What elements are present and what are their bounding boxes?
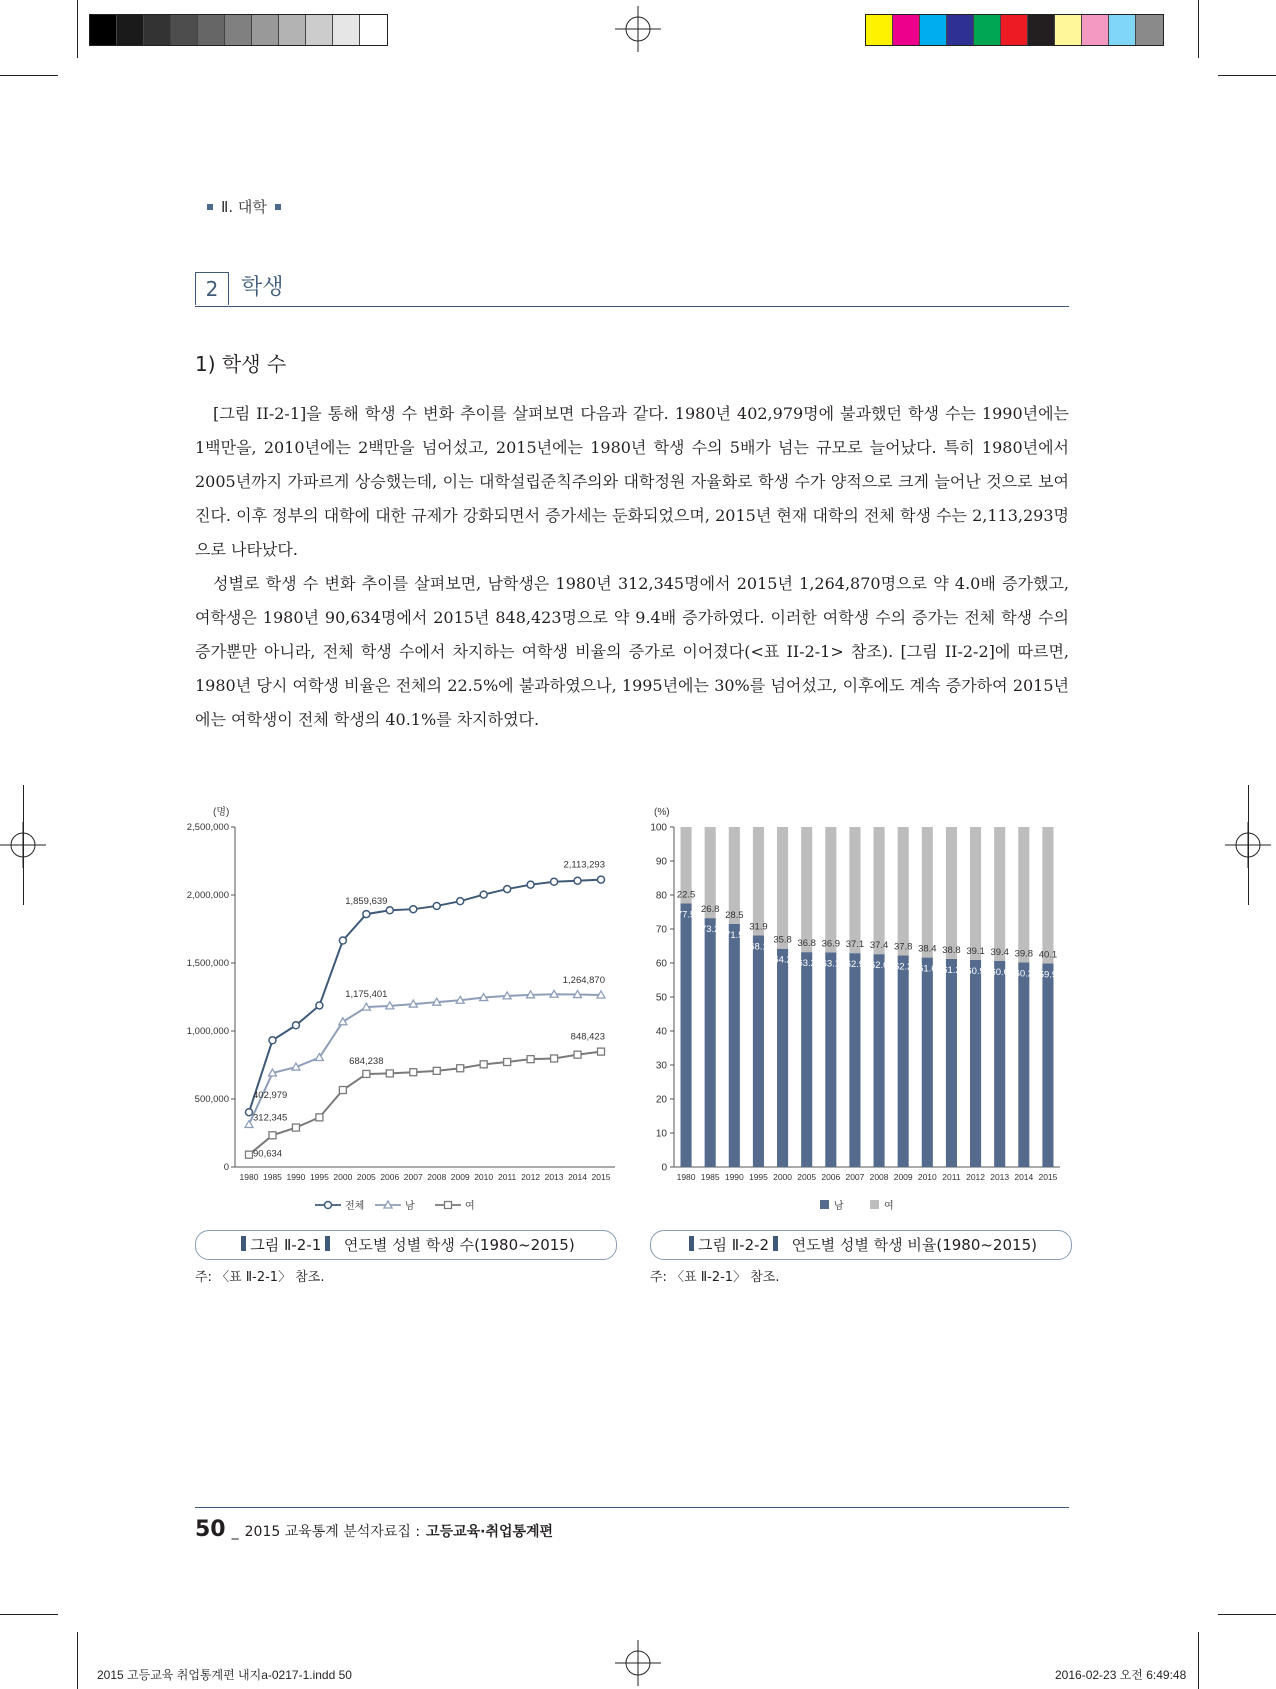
x-tick-label: 1995: [748, 1172, 768, 1182]
y-tick-label: 0: [223, 1162, 229, 1173]
bar-female: [970, 827, 981, 960]
data-point: [504, 1059, 511, 1066]
crop-mark: [77, 1632, 78, 1689]
bar-male: [777, 949, 788, 1167]
data-label-female: 39.1: [966, 945, 985, 957]
data-point: [363, 1070, 370, 1077]
bar-female: [753, 827, 764, 935]
color-swatch: [947, 15, 974, 45]
data-point: [246, 1109, 253, 1116]
bar-male: [898, 956, 909, 1167]
crop-mark: [1218, 75, 1276, 76]
footer-rule: [195, 1507, 1069, 1508]
crop-mark: [0, 1614, 58, 1615]
data-point: [457, 898, 464, 905]
data-label-female: 37.1: [845, 939, 865, 951]
slug-datetime: 2016-02-23 오전 6:49:48: [1055, 1668, 1187, 1682]
data-label-female: 39.8: [1014, 948, 1034, 960]
color-swatch: [1136, 15, 1163, 45]
data-point: [527, 881, 534, 888]
color-swatch: [920, 15, 947, 45]
data-label: 1,175,401: [345, 989, 388, 1001]
y-tick-label: 2,500,000: [186, 822, 229, 833]
x-tick-label: 2010: [474, 1172, 494, 1182]
data-label: 684,238: [349, 1055, 384, 1067]
x-tick-label: 2012: [521, 1172, 541, 1182]
color-swatch: [1082, 15, 1109, 45]
gray-swatch: [117, 15, 144, 45]
gray-swatch: [198, 15, 225, 45]
data-label: 90,634: [253, 1148, 283, 1160]
figure-note: 주: 〈표 Ⅱ-2-1〉 참조.: [650, 1270, 780, 1285]
data-label-male: 60.6: [990, 966, 1009, 978]
bar-female: [1042, 827, 1053, 963]
line-chart: [186, 795, 625, 1215]
bar-female: [801, 827, 812, 952]
legend-label: 남: [834, 1201, 844, 1212]
bar-female: [946, 827, 957, 959]
y-tick-label: 70: [655, 924, 667, 936]
gray-swatch: [225, 15, 252, 45]
y-tick-label: 20: [655, 1094, 667, 1106]
data-label-female: 28.5: [725, 909, 744, 921]
slug-file: 2015 고등교육 취업통계편 내지a-0217-1.indd 50: [97, 1668, 352, 1682]
color-swatch: [1109, 15, 1136, 45]
data-point: [363, 911, 370, 918]
paragraph: [그림 II-2-1]을 통해 학생 수 변화 추이를 살펴보면 다음과 같다. 1980년 402,979명에 불과했던 학생 수는 1990년에는 1백만을, 2010년에는 2백만을 넘어섰고, 2015년에는 1980년 학생 수의 5배가 넘는 규모로 늘어났다. 특히 1980년에서 2005년까지 가파르게 상승했는데, 이는 대학설립준칙주의와 대학정원 자율화로 학생 수가 양적으로 크게 늘어난 것으로 보여 진다. 이후 정부의 대학에 대한 규제가 강화되면서 증가세는 둔화되었으며, 2015년 현재 대학의 전체 학생 수는 2,113,293명으로 나타났다.: [195, 404, 1069, 559]
chapter-number: 2: [195, 272, 229, 305]
y-tick-label: 40: [655, 1026, 667, 1038]
color-swatch: [1001, 15, 1028, 45]
color-swatch: [1028, 15, 1055, 45]
data-label-male: 62.9: [845, 959, 865, 971]
data-point: [339, 1018, 347, 1025]
data-label-male: 62.6: [869, 960, 889, 972]
bar-male: [1018, 962, 1029, 1167]
figure-label: 그림 Ⅱ-2-1: [250, 1236, 322, 1254]
process-color-bar: [865, 14, 1164, 46]
legend-label: 여: [884, 1201, 894, 1212]
gray-swatch: [279, 15, 306, 45]
stacked-bar-chart: [640, 795, 1070, 1215]
chapter-title: 학생: [241, 275, 284, 300]
y-tick-label: 10: [655, 1128, 667, 1140]
data-label: 1,859,639: [345, 896, 388, 908]
bar-male: [729, 924, 740, 1167]
data-point: [410, 1069, 417, 1076]
bar-female: [874, 827, 885, 954]
x-tick-label: 2014: [1014, 1172, 1034, 1182]
x-tick-label: 2015: [1038, 1172, 1058, 1182]
data-label: 402,979: [253, 1090, 288, 1102]
legend-swatch: [870, 1200, 879, 1209]
footer-series-title: 2015 교육통계 분석자료집 :: [244, 1524, 421, 1540]
x-tick-label: 2006: [821, 1172, 841, 1182]
color-swatch: [893, 15, 920, 45]
data-label-female: 38.4: [918, 943, 937, 955]
data-point: [292, 1124, 299, 1131]
crop-mark: [1198, 0, 1199, 58]
data-label: 1,264,870: [562, 974, 605, 986]
crop-mark: [23, 785, 24, 905]
data-label-female: 38.8: [942, 944, 961, 956]
data-label-female: 35.8: [773, 934, 792, 946]
bar-male: [1042, 963, 1053, 1167]
figure-caption: [650, 1230, 1072, 1260]
data-label-male: 62.2: [893, 961, 913, 973]
x-tick-label: 2011: [497, 1172, 517, 1182]
crop-mark: [0, 75, 58, 76]
bar-female: [898, 827, 909, 956]
bar-female: [777, 827, 788, 949]
x-tick-label: 2009: [450, 1172, 470, 1182]
data-point: [433, 902, 440, 909]
data-label-male: 63.2: [797, 958, 816, 970]
data-point: [339, 1087, 346, 1094]
y-axis-unit: (%): [654, 807, 670, 818]
data-label: 848,423: [570, 1031, 605, 1043]
registration-mark-icon: [615, 6, 661, 52]
x-tick-label: 2011: [942, 1172, 961, 1182]
page-footer: [195, 1517, 553, 1542]
legend-label: 전체: [345, 1201, 365, 1212]
x-tick-label: 2008: [427, 1172, 447, 1182]
caption-bar-icon: [689, 1236, 694, 1251]
bar-female: [825, 827, 836, 952]
data-point: [574, 877, 581, 884]
bar-male: [946, 959, 957, 1167]
y-tick-label: 1,500,000: [186, 958, 229, 969]
bar-male: [825, 952, 836, 1167]
x-tick-label: 2006: [380, 1172, 400, 1182]
data-point: [480, 891, 487, 898]
gray-swatch: [306, 15, 333, 45]
y-tick-label: 50: [655, 992, 667, 1004]
y-tick-label: 0: [661, 1162, 667, 1174]
data-label: 2,113,293: [563, 859, 605, 871]
data-label-male: 71.5: [725, 929, 744, 941]
crop-mark: [77, 0, 78, 58]
x-tick-label: 2013: [990, 1172, 1010, 1182]
caption-bar-icon: [241, 1236, 246, 1251]
data-label-female: 31.9: [749, 921, 768, 933]
y-tick-label: 2,000,000: [186, 890, 229, 901]
figure-note: 주: 〈표 Ⅱ-2-1〉 참조.: [195, 1270, 325, 1285]
y-tick-label: 90: [655, 856, 667, 868]
x-tick-label: 1980: [239, 1172, 259, 1182]
page-number: 50: [195, 1517, 226, 1542]
bullet-icon: [275, 204, 281, 210]
data-point: [527, 1056, 534, 1063]
x-tick-label: 2014: [568, 1172, 587, 1182]
x-tick-label: 2012: [966, 1172, 986, 1182]
legend-marker: [445, 1202, 452, 1209]
bar-male: [705, 918, 716, 1167]
data-label-male: 64.2: [773, 954, 792, 966]
y-tick-label: 30: [655, 1060, 667, 1072]
bar-female: [922, 827, 933, 958]
data-point: [504, 886, 511, 893]
x-tick-label: 1995: [309, 1172, 329, 1182]
x-tick-label: 2005: [356, 1172, 376, 1182]
bar-male: [801, 952, 812, 1167]
x-tick-label: 1990: [724, 1172, 744, 1182]
x-tick-label: 1985: [263, 1172, 282, 1182]
registration-mark-icon: [615, 1640, 661, 1686]
data-label-male: 73.2: [700, 924, 720, 936]
data-label-male: 60.2: [1014, 968, 1034, 980]
data-point: [292, 1022, 299, 1029]
data-label-female: 37.8: [893, 941, 913, 953]
legend-label: 여: [465, 1201, 475, 1212]
data-point: [457, 1065, 464, 1072]
y-tick-label: 80: [655, 890, 667, 902]
data-label-male: 63.1: [821, 958, 841, 970]
data-point: [433, 1067, 440, 1074]
gray-swatch: [144, 15, 171, 45]
footer-separator: _: [231, 1524, 239, 1540]
figure-caption: [195, 1230, 617, 1260]
figure-caption-text: 연도별 성별 학생 수(1980~2015): [343, 1236, 575, 1254]
x-tick-label: 1985: [700, 1172, 720, 1182]
y-tick-label: 500,000: [194, 1094, 229, 1105]
crop-mark: [1218, 1614, 1276, 1615]
data-point: [245, 1121, 253, 1128]
data-point: [410, 906, 417, 913]
bar-male: [994, 961, 1005, 1167]
legend-label: 남: [405, 1201, 415, 1212]
gray-swatch: [333, 15, 360, 45]
series-line-전체: [249, 880, 601, 1113]
y-axis-unit: (명): [213, 807, 230, 818]
data-point: [386, 1070, 393, 1077]
color-swatch: [974, 15, 1001, 45]
data-label-male: 61.2: [942, 964, 961, 976]
x-tick-label: 2005: [797, 1172, 817, 1182]
data-point: [551, 878, 558, 885]
x-tick-label: 1980: [676, 1172, 696, 1182]
y-tick-label: 60: [655, 958, 667, 970]
x-tick-label: 2010: [917, 1172, 937, 1182]
paragraph: 성별로 학생 수 변화 추이를 살펴보면, 남학생은 1980년 312,345명에서 2015년 1,264,870명으로 약 4.0배 증가했고, 여학생은 1980년 90,634명에서 2015년 848,423명으로 약 9.4배 증가하였다. 이러한 여학생 수의 증가는 전체 학생 수의 증가뿐만 아니라, 전체 학생 수에서 차지하는 여학생 비율의 증가로 이어졌다(<표 II-2-1> 참조). [그림 II-2-2]에 따르면, 1980년 당시 여학생 비율은 전체의 22.5%에 불과하였으나, 1995년에는 30%를 넘어섰고, 이후에도 계속 증가하여 2015년에는 여학생이 전체 학생의 40.1%를 차지하였다.: [195, 574, 1069, 729]
crop-mark: [1248, 785, 1249, 905]
figure-label: 그림 Ⅱ-2-2: [698, 1236, 770, 1254]
gray-swatch: [90, 15, 117, 45]
data-label-male: 59.9: [1038, 969, 1058, 981]
x-tick-label: 2000: [333, 1172, 353, 1182]
x-tick-label: 2009: [893, 1172, 913, 1182]
data-point: [386, 907, 393, 914]
bar-female: [849, 827, 860, 953]
x-tick-label: 2007: [845, 1172, 865, 1182]
data-label-female: 26.8: [700, 904, 720, 916]
subheading: 1) 학생 수: [195, 352, 287, 376]
data-point: [339, 937, 346, 944]
series-line-여: [249, 1052, 601, 1155]
gray-color-bar: [89, 14, 388, 46]
data-label-male: 68.1: [749, 941, 768, 953]
legend-marker: [325, 1202, 332, 1209]
x-tick-label: 2007: [403, 1172, 423, 1182]
bar-male: [753, 935, 764, 1167]
bar-male: [970, 960, 981, 1167]
data-point: [316, 1114, 323, 1121]
y-tick-label: 1,000,000: [186, 1026, 229, 1037]
crop-mark: [1198, 1632, 1199, 1689]
data-point: [269, 1132, 276, 1139]
data-point: [316, 1002, 323, 1009]
running-header-text: Ⅱ. 대학: [221, 198, 267, 216]
data-label: 312,345: [253, 1112, 288, 1124]
bullet-icon: [207, 204, 213, 210]
legend-swatch: [820, 1200, 829, 1209]
data-label-female: 36.8: [797, 938, 816, 950]
data-label-male: 61.6: [918, 963, 937, 975]
caption-bar-icon: [325, 1236, 330, 1251]
x-tick-label: 2015: [591, 1172, 611, 1182]
data-point: [598, 876, 605, 883]
x-tick-label: 2008: [869, 1172, 889, 1182]
color-swatch: [866, 15, 893, 45]
chapter-heading: [195, 272, 1069, 307]
data-label-male: 77.5: [676, 909, 696, 921]
caption-bar-icon: [773, 1236, 778, 1251]
gray-swatch: [360, 15, 387, 45]
data-point: [269, 1037, 276, 1044]
data-label-female: 22.5: [676, 889, 696, 901]
data-label-female: 40.1: [1038, 949, 1058, 961]
bar-male: [849, 953, 860, 1167]
gray-swatch: [171, 15, 198, 45]
bar-male: [922, 958, 933, 1167]
footer-volume: 고등교육·취업통계편: [426, 1524, 554, 1540]
data-point: [480, 1061, 487, 1068]
x-tick-label: 2000: [773, 1172, 793, 1182]
bar-male: [874, 954, 885, 1167]
data-point: [574, 1051, 581, 1058]
body-text: [195, 397, 1069, 737]
data-label-female: 36.9: [821, 938, 841, 950]
running-header: [207, 196, 281, 217]
data-point: [598, 1048, 605, 1055]
bar-female: [1018, 827, 1029, 962]
data-point: [551, 1055, 558, 1062]
data-label-female: 39.4: [990, 946, 1009, 958]
x-tick-label: 2013: [544, 1172, 564, 1182]
figure-caption-text: 연도별 성별 학생 비율(1980~2015): [791, 1236, 1037, 1254]
gray-swatch: [252, 15, 279, 45]
bar-female: [994, 827, 1005, 961]
data-point: [246, 1151, 253, 1158]
data-label-female: 37.4: [869, 940, 889, 952]
color-swatch: [1055, 15, 1082, 45]
y-tick-label: 100: [650, 822, 667, 834]
x-tick-label: 1990: [286, 1172, 306, 1182]
bar-male: [681, 904, 692, 1168]
data-label-male: 60.9: [966, 965, 985, 977]
